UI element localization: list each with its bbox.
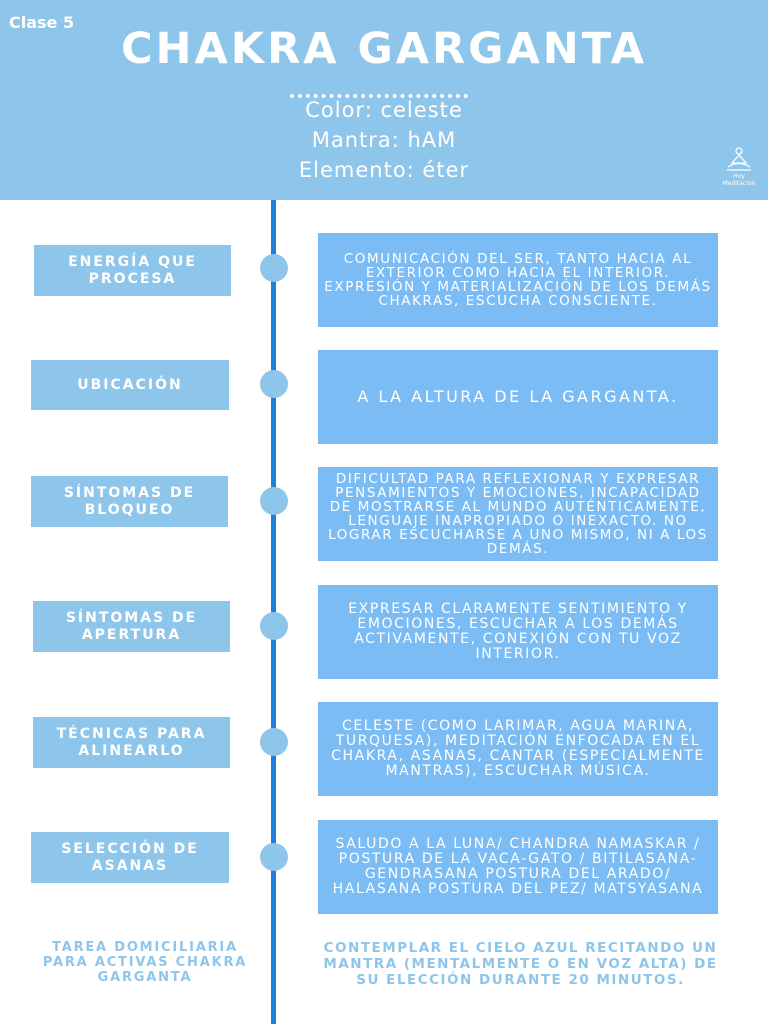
timeline-dot <box>260 487 288 515</box>
header-banner <box>0 0 768 200</box>
mantra-info: Mantra: hAM <box>311 128 457 152</box>
timeline-dot <box>260 254 288 282</box>
row-content-ubicacion: A LA ALTURA DE LA GARGANTA. <box>318 350 718 444</box>
element-info: Elemento: éter <box>298 158 470 182</box>
timeline-dot <box>260 728 288 756</box>
meditation-figure-icon <box>718 145 760 173</box>
row-content-bloqueo: DIFICULTAD PARA REFLEXIONAR Y EXPRESAR PENSAMIENTOS Y EMOCIONES, INCAPACIDAD DE MOSTRARSE AL MUNDO AUTÉNTICAMENTE, LENGUAJE INAPROPIADO O INEXACTO. NO LOGRAR ESCUCHARSE A UNO MISMO, NI A LOS DEMÁS. <box>318 467 718 561</box>
row-label-apertura: SÍNTOMAS DE APERTURA <box>33 601 230 652</box>
row-label-energia: ENERGÍA QUE PROCESA <box>34 245 231 296</box>
row-label-ubicacion: UBICACIÓN <box>31 360 229 410</box>
row-label-asanas: SELECCIÓN DE ASANAS <box>31 832 229 883</box>
row-content-energia: COMUNICACIÓN DEL SER, TANTO HACIA AL EXTERIOR COMO HACIA EL INTERIOR. EXPRESIÓN Y MATERIALIZACIÓN DE LOS DEMÁS CHAKRAS, ESCUCHA CONSCIENTE. <box>318 233 718 327</box>
logo-text-line2: Meditación <box>722 180 756 187</box>
row-content-asanas: SALUDO A LA LUNA/ CHANDRA NAMASKAR / POSTURA DE LA VACA-GATO / BITILASANA- GENDRASANA POSTURA DEL ARADO/ HALASANA POSTURA DEL PEZ/ MATSYASANA <box>318 820 718 914</box>
timeline-dot <box>260 843 288 871</box>
row-content-apertura: EXPRESAR CLARAMENTE SENTIMIENTO Y EMOCIONES, ESCUCHAR A LOS DEMÁS ACTIVAMENTE, CONEXIÓN CON TU VOZ INTERIOR. <box>318 585 718 679</box>
timeline-dot <box>260 612 288 640</box>
homework-content: CONTEMPLAR EL CIELO AZUL RECITANDO UN MANTRA (MENTALMENTE O EN VOZ ALTA) DE SU ELECCIÓN DURANTE 20 MINUTOS. <box>323 940 718 988</box>
hoy-meditacion-logo <box>718 145 760 193</box>
logo-text-line1: Hoy <box>733 173 745 180</box>
homework-label: TAREA DOMICILIARIA PARA ACTIVAS CHAKRA GARGANTA <box>42 940 248 985</box>
row-label-tecnicas: TÉCNICAS PARA ALINEARLO <box>33 717 230 768</box>
timeline-dot <box>260 370 288 398</box>
row-label-bloqueo: SÍNTOMAS DE BLOQUEO <box>31 476 228 527</box>
class-number: Clase 5 <box>9 13 75 32</box>
page-title: CHAKRA GARGANTA <box>120 24 648 74</box>
color-info: Color: celeste <box>305 98 463 122</box>
row-content-tecnicas: CELESTE (COMO LARIMAR, AGUA MARINA, TURQUESA), MEDITACIÓN ENFOCADA EN EL CHAKRA, ASANAS, CANTAR (ESPECIALMENTE MANTRAS), ESCUCHAR MÚSICA. <box>318 702 718 796</box>
dotted-divider <box>290 80 468 98</box>
